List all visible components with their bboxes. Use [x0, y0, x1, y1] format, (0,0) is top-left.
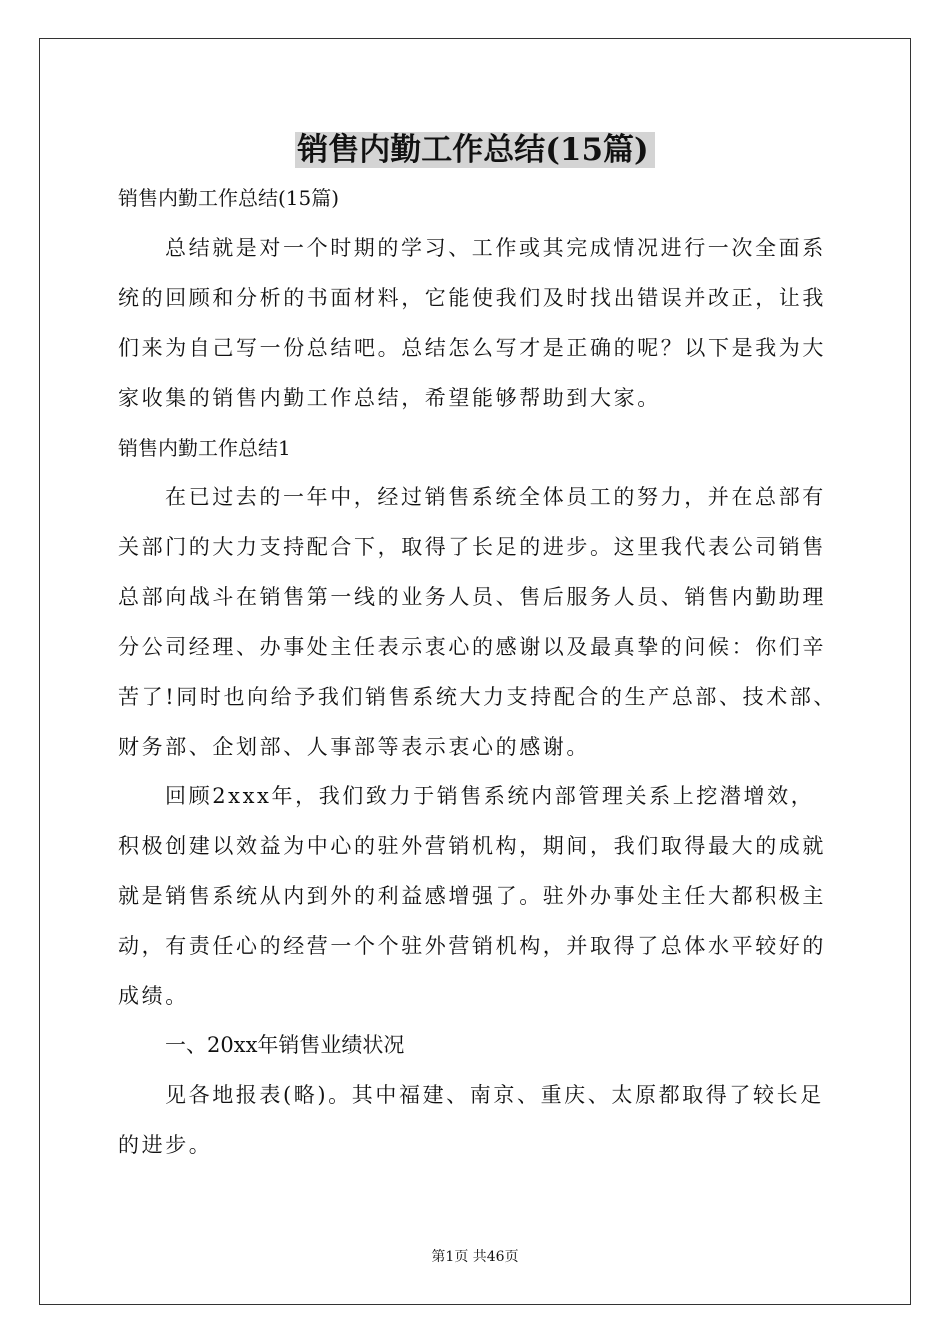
- paragraph-line: 成绩。: [118, 984, 189, 1008]
- paragraph-line: 的进步。: [118, 1133, 213, 1157]
- paragraph-line: 财务部、企划部、人事部等表示衷心的感谢。: [118, 735, 590, 759]
- intro-line: 家收集的销售内勤工作总结，希望能够帮助到大家。: [118, 386, 661, 410]
- intro-line: 统的回顾和分析的书面材料，它能使我们及时找出错误并改正，让我: [118, 286, 826, 310]
- paragraph-line: 分公司经理、办事处主任表示衷心的感谢以及最真挚的问候：你们辛: [118, 635, 826, 659]
- document-title: [0, 128, 950, 172]
- subsection-heading: 一、20xx年销售业绩状况: [165, 1033, 405, 1057]
- intro-line: 们来为自己写一份总结吧。总结怎么写才是正确的呢？以下是我为大: [118, 336, 826, 360]
- page-border: [39, 38, 911, 1305]
- paragraph-line: 在已过去的一年中，经过销售系统全体员工的努力，并在总部有: [165, 485, 826, 509]
- paragraph-line: 见各地报表(略)。其中福建、南京、重庆、太原都取得了较长足: [165, 1083, 824, 1107]
- paragraph-line: 动，有责任心的经营一个个驻外营销机构，并取得了总体水平较好的: [118, 934, 826, 958]
- paragraph-line: 苦了!同时也向给予我们销售系统大力支持配合的生产总部、技术部、: [118, 685, 838, 709]
- paragraph-line: 积极创建以效益为中心的驻外营销机构，期间，我们取得最大的成就: [118, 834, 826, 858]
- document-title-text: 销售内勤工作总结(15篇): [295, 132, 654, 168]
- paragraph-line: 就是销售系统从内到外的利益感增强了。驻外办事处主任大都积极主: [118, 884, 826, 908]
- paragraph-line: 总部向战斗在销售第一线的业务人员、售后服务人员、销售内勤助理: [118, 585, 826, 609]
- page-footer: 第1页 共46页: [431, 1249, 519, 1265]
- section-heading: 销售内勤工作总结1: [118, 436, 291, 460]
- paragraph-line: 回顾2xxx年，我们致力于销售系统内部管理关系上挖潜增效，: [165, 784, 815, 808]
- intro-line: 总结就是对一个时期的学习、工作或其完成情况进行一次全面系: [165, 236, 826, 260]
- document-subtitle: 销售内勤工作总结(15篇): [118, 186, 340, 210]
- paragraph-line: 关部门的大力支持配合下，取得了长足的进步。这里我代表公司销售: [118, 535, 826, 559]
